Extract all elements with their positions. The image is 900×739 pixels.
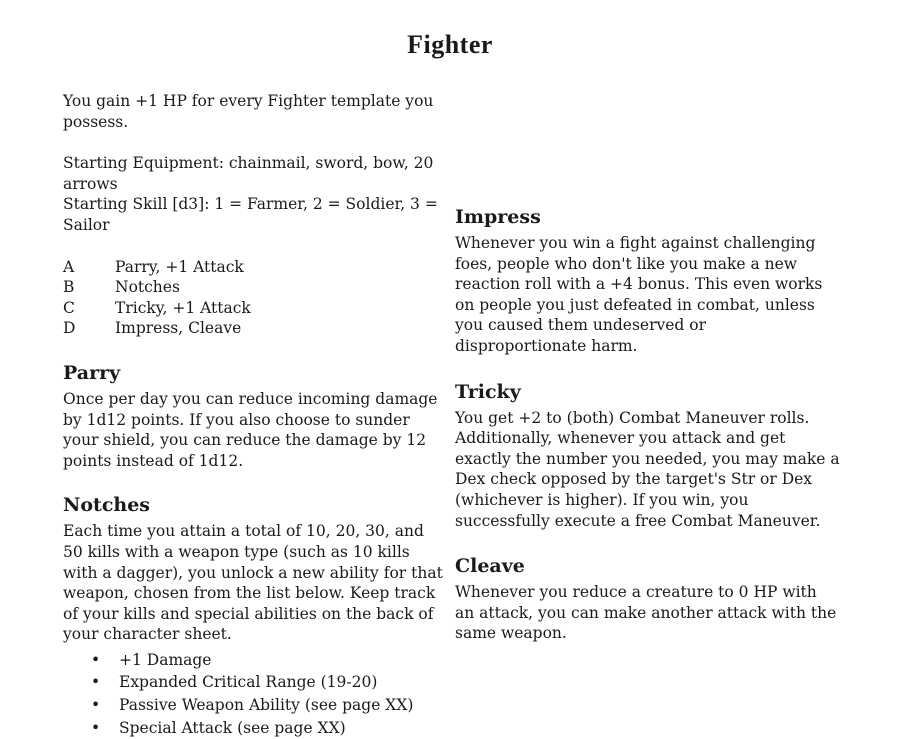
bullet-icon: • <box>91 673 101 692</box>
notches-heading: Notches <box>63 494 150 517</box>
cleave-section <box>455 554 840 644</box>
template-letter: B <box>63 278 75 297</box>
template-abilities: Impress, Cleave <box>115 319 242 338</box>
template-table <box>63 257 448 339</box>
template-abilities: Notches <box>115 278 180 297</box>
notches-section <box>63 493 448 739</box>
cleave-heading: Cleave <box>455 555 525 578</box>
parry-body: Once per day you can reduce incoming damage by 1d12 points. If you also choose to sunder your shield, you can reduce the damage by 12 points instead of 1d12. <box>63 389 438 470</box>
bullet-icon: • <box>91 650 101 669</box>
tricky-body: You get +2 to (both) Combat Maneuver rolls. Additionally, whenever you attack and get exactly the number you needed, you may make a Dex check opposed by the target's Str or Dex (whichever is higher). If you win, you successfully execute a free Combat Maneuver. <box>455 408 840 530</box>
template-row <box>63 298 448 319</box>
starting-equipment: Starting Equipment: chainmail, sword, bow, 20 arrows <box>63 154 434 193</box>
intro-text: You gain +1 HP for every Fighter template you possess. <box>63 92 434 131</box>
cleave-body: Whenever you reduce a creature to 0 HP with an attack, you can make another attack with the same weapon. <box>455 583 837 643</box>
left-column <box>63 91 448 739</box>
template-letter: C <box>63 298 75 317</box>
tricky-heading: Tricky <box>455 380 521 403</box>
notches-list <box>63 649 448 739</box>
template-row <box>63 318 448 339</box>
starting-skill: Starting Skill [d3]: 1 = Farmer, 2 = Soldier, 3 = Sailor <box>63 195 438 234</box>
right-column <box>455 205 840 644</box>
list-item: • Expanded Critical Range (19-20) <box>91 671 448 694</box>
impress-heading: Impress <box>455 206 541 228</box>
template-abilities: Tricky, +1 Attack <box>115 298 251 317</box>
template-row <box>63 257 448 278</box>
template-row <box>63 277 448 298</box>
tricky-section <box>455 380 840 532</box>
template-letter: A <box>63 257 75 276</box>
notches-body: Each time you attain a total of 10, 20, 30, and 50 kills with a weapon type (such as 10 kills with a dagger), you unlock a new ability for that weapon, chosen from the list below. Keep track of your kills and special abilities on the back of your character sheet. <box>63 522 443 644</box>
impress-body: Whenever you win a fight against challenging foes, people who don't like you make a new reaction roll with a +4 bonus. This even works on people you just defeated in combat, unless you caused them undeserved or disproportionate harm. <box>455 234 823 355</box>
impress-section <box>455 205 840 357</box>
bullet-icon: • <box>91 696 101 715</box>
bullet-icon: • <box>91 718 101 737</box>
template-letter: D <box>63 319 76 338</box>
page-title: Fighter <box>407 30 493 59</box>
parry-heading: Parry <box>63 361 121 384</box>
parry-section <box>63 361 448 471</box>
list-item: • +1 Damage <box>91 649 448 672</box>
template-abilities: Parry, +1 Attack <box>115 257 244 276</box>
list-item: • Passive Weapon Ability (see page XX) <box>91 694 448 717</box>
list-item: • Special Attack (see page XX) <box>91 717 448 739</box>
